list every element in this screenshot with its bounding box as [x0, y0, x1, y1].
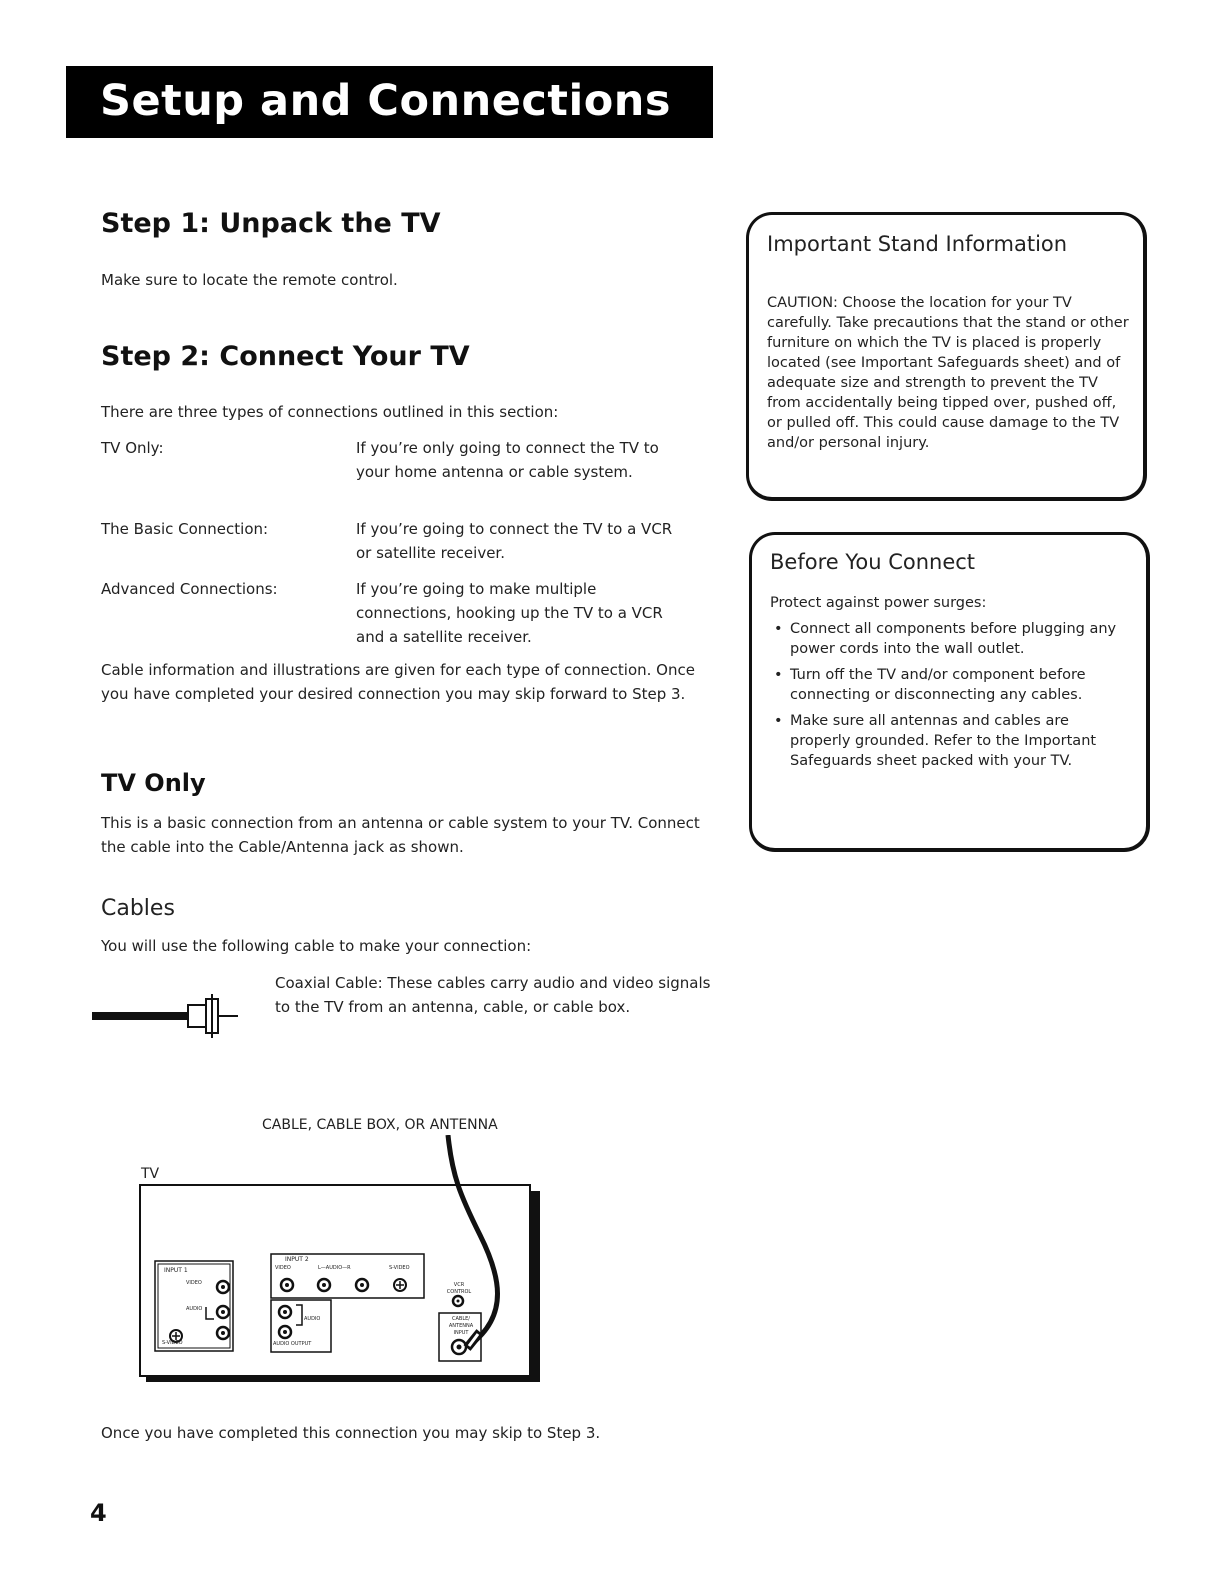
source-label: CABLE, CABLE BOX, OR ANTENNA — [262, 1117, 498, 1133]
before-connect-intro: Protect against power surges: — [770, 595, 987, 611]
audio-output-audio-label: AUDIO — [304, 1316, 321, 1322]
connection-label-basic: The Basic Connection: — [101, 520, 269, 538]
input1-svideo-label: S-VIDEO — [162, 1340, 183, 1346]
list-item: • Connect all components before plugging any power cords into the wall outlet. — [770, 619, 1132, 659]
page-number: 4 — [90, 1499, 107, 1527]
input2-label: INPUT 2 — [285, 1256, 309, 1263]
connection-desc-advanced: If you’re going to make multiple connections, hooking up the TV to a VCR and a satellite receiver. — [356, 580, 663, 646]
step1-text: Make sure to locate the remote control. — [101, 271, 398, 289]
cable-antenna-input-label: CABLE/ ANTENNA INPUT — [448, 1316, 474, 1336]
before-connect-box — [749, 532, 1150, 852]
coaxial-cable-desc: Coaxial Cable: These cables carry audio and video signals to the TV from an antenna, cable, or cable box. — [275, 974, 711, 1016]
footer-text: Once you have completed this connection you may skip to Step 3. — [101, 1424, 601, 1442]
tv-label: TV — [141, 1166, 160, 1182]
connection-desc-basic: If you’re going to connect the TV to a VCR or satellite receiver. — [356, 520, 673, 562]
input1-video-label: VIDEO — [186, 1280, 202, 1286]
section-header-bar — [66, 66, 713, 138]
audio-output-label: AUDIO OUTPUT — [273, 1341, 312, 1347]
stand-info-box — [746, 212, 1147, 501]
input2-svideo-label: S-VIDEO — [389, 1265, 410, 1271]
vcr-control-label: VCR CONTROL — [446, 1282, 472, 1295]
connection-label-tv-only: TV Only: — [101, 439, 164, 457]
step2-intro: There are three types of connections outlined in this section: — [101, 403, 559, 421]
connection-desc-tv-only: If you’re only going to connect the TV to your home antenna or cable system. — [356, 439, 659, 481]
stand-info-text: CAUTION: Choose the location for your TV carefully. Take precautions that the stand or other furniture on which the TV is placed is properly located (see Important Safeguards sheet) and of adequate size and strength to prevent the TV from accidentally being tipped over, pushed off, or pulled off. This could cause damage to the TV and/or personal injury. — [767, 295, 1129, 451]
input2-video-label: VIDEO — [275, 1265, 291, 1271]
list-item: • Turn off the TV and/or component before connecting or disconnecting any cables. — [770, 665, 1132, 705]
cables-heading: Cables — [101, 896, 175, 921]
tv-back-panel-diagram — [130, 1135, 550, 1390]
input1-label: INPUT 1 — [164, 1267, 188, 1274]
tv-only-heading: TV Only — [101, 769, 206, 797]
step1-heading: Step 1: Unpack the TV — [101, 208, 441, 239]
coaxial-cable-icon — [92, 994, 242, 1038]
before-connect-title: Before You Connect — [770, 550, 976, 574]
cables-intro: You will use the following cable to make your connection: — [101, 937, 532, 955]
stand-info-title: Important Stand Information — [767, 232, 1068, 256]
list-item: • Make sure all antennas and cables are properly grounded. Refer to the Important Safeguards sheet packed with your TV. — [770, 711, 1132, 771]
before-connect-list — [770, 619, 1132, 777]
step2-heading: Step 2: Connect Your TV — [101, 341, 470, 372]
input2-audio-label: L—AUDIO—R — [318, 1265, 351, 1271]
tv-only-text: This is a basic connection from an antenna or cable system to your TV. Connect the cable into the Cable/Antenna jack as shown. — [101, 814, 700, 856]
input1-audio-label: AUDIO — [186, 1306, 203, 1312]
section-title: Setup and Connections — [100, 76, 671, 126]
step2-outro: Cable information and illustrations are given for each type of connection. Once you have completed your desired connection you may skip forward to Step 3. — [101, 661, 695, 703]
connection-label-advanced: Advanced Connections: — [101, 580, 278, 598]
